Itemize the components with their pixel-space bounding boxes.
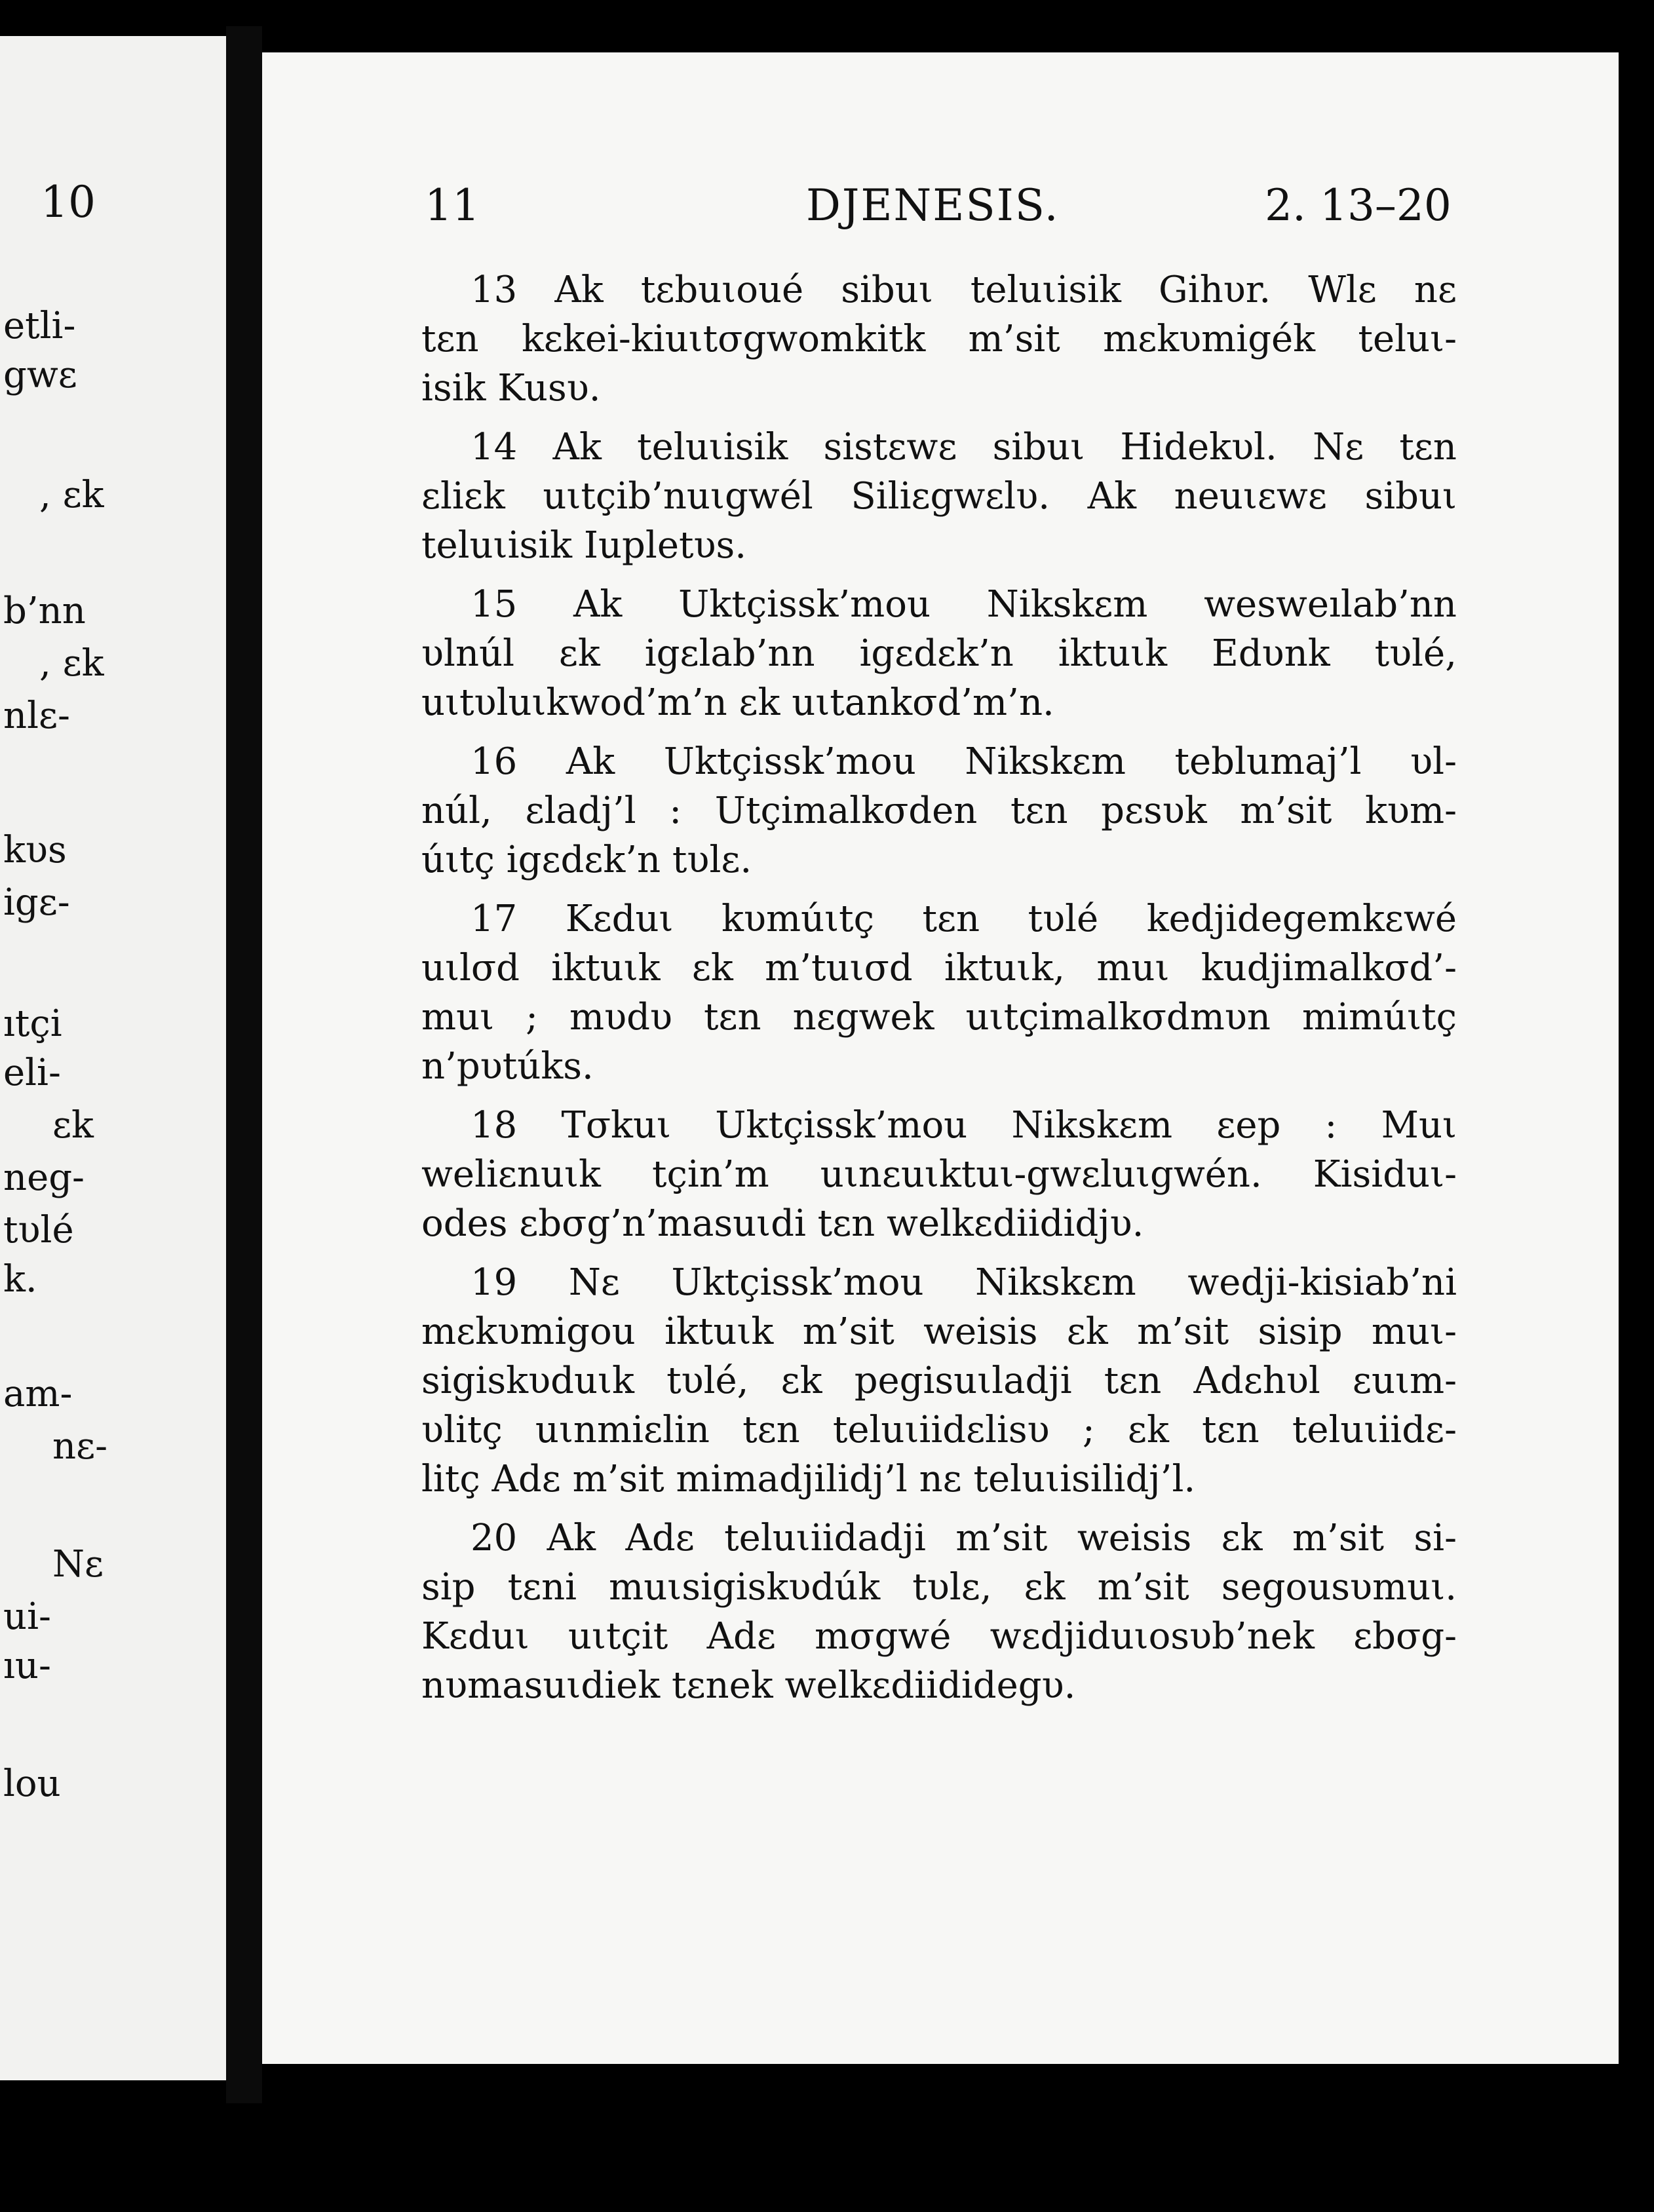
left-page-text-fragment: , εk <box>39 642 104 685</box>
verse-paragraph <box>421 1101 1457 1248</box>
left-page-text-fragment: lou <box>3 1763 61 1805</box>
verse-paragraph <box>421 265 1457 413</box>
paragraph-gap <box>421 1248 1457 1258</box>
left-page-text-fragment: tυlé <box>3 1209 74 1251</box>
left-page-text-fragment: am- <box>3 1373 73 1415</box>
paragraph-gap <box>421 413 1457 423</box>
left-page-text-fragment: εk <box>52 1104 94 1147</box>
left-page-text-fragment: nlε- <box>3 695 70 737</box>
verse-line: 18 Tσkuι Uktçissk’mou Nikskεm εep : Muι <box>471 1104 1457 1147</box>
left-page-text-fragment: neg- <box>3 1156 85 1199</box>
paragraph-gap <box>421 727 1457 737</box>
left-page-text-fragment: gwε <box>3 354 77 396</box>
verse-paragraph <box>421 423 1457 570</box>
verse-paragraph <box>421 580 1457 727</box>
verse-line: sip tεni muιsigiskυdúk tυlε, εk m’sit segousυmuι. <box>421 1566 1457 1609</box>
verse-line: εliεk uιtçib’nuιgwél Siliεgwεlυ. Ak neuιεwε sibuι <box>421 475 1457 518</box>
verse-text <box>421 265 1457 1710</box>
verse-line: núl, εladj’l : Utçimalkσden tεn pεsυk m’sit kυm- <box>421 790 1457 832</box>
verse-line: 16 Ak Uktçissk’mou Nikskεm teblumaj’l υl- <box>471 740 1457 783</box>
verse-line: nυmasuιdiek tεnek welkεdiididegυ. <box>421 1664 1076 1707</box>
left-page-text-fragment: kυs <box>3 829 67 871</box>
left-page-text-fragment: eli- <box>3 1052 61 1094</box>
left-page-text-fragment: etli- <box>3 305 76 347</box>
left-page-text-fragment: nε- <box>52 1425 107 1468</box>
verse-line: odes εbσg’n’masuιdi tεn welkεdiididjυ. <box>421 1202 1144 1245</box>
verse-paragraph <box>421 1258 1457 1504</box>
running-title: DJENESIS. <box>806 180 1060 231</box>
paragraph-gap <box>421 885 1457 894</box>
verse-line: litç Adε m’sit mimadjilidj’l nε teluιisilidj’l. <box>421 1458 1196 1500</box>
verse-line: 17 Kεduι kυmúιtç tεn tυlé kedjidegemkεwé <box>471 898 1457 940</box>
paragraph-gap <box>421 1504 1457 1514</box>
verse-line: sigiskυduιk tυlé, εk pegisuιladji tεn Adεhυl εuιm- <box>421 1360 1457 1402</box>
left-page-text-fragment: ıu- <box>3 1645 51 1687</box>
book-gutter <box>226 26 262 2103</box>
verse-line: tεn kεkei-kiuιtσgwomkitk m’sit mεkυmigék teluι- <box>421 318 1457 360</box>
verse-line: isik Kusυ. <box>421 367 601 410</box>
verse-line: υlnúl εk igεlab’nn igεdεk’n iktuιk Edυnk tυlé, <box>421 632 1457 675</box>
left-page-text-fragment: , εk <box>39 474 104 516</box>
verse-line: 20 Ak Adε teluιiidadji m’sit weisis εk m’sit si- <box>471 1517 1457 1559</box>
left-page-text-fragment: igε- <box>3 881 70 924</box>
page-number: 11 <box>425 180 480 231</box>
verse-line: 15 Ak Uktçissk’mou Nikskεm wesweılab’nn <box>471 583 1457 626</box>
paragraph-gap <box>421 570 1457 580</box>
verse-line: 19 Nε Uktçissk’mou Nikskεm wedji-kisiab’ni <box>471 1261 1457 1304</box>
left-page-text-fragment: ui- <box>3 1595 51 1638</box>
verse-line: 14 Ak teluιisik sistεwε sibuι Hidekυl. Nε tεn <box>471 426 1457 468</box>
left-page-text-fragment: k. <box>3 1258 37 1301</box>
verse-paragraph <box>421 894 1457 1091</box>
verse-line: uιtυluιkwod’m’n εk uιtankσd’m’n. <box>421 681 1054 724</box>
verse-line: weliεnuιk tçin’m uιnεuιktuι-gwεluιgwén. Kisiduι- <box>421 1153 1457 1196</box>
verse-line: n’pυtúks. <box>421 1045 594 1088</box>
left-page-number: 10 <box>41 177 96 227</box>
chapter-verse-reference: 2. 13–20 <box>1265 180 1452 231</box>
verse-line: teluιisik Iupletυs. <box>421 524 747 567</box>
paragraph-gap <box>421 1091 1457 1101</box>
verse-line: mεkυmigou iktuιk m’sit weisis εk m’sit sisip muι- <box>421 1310 1457 1353</box>
verse-paragraph <box>421 1514 1457 1710</box>
left-page-text-fragment: ıtçi <box>3 1002 62 1045</box>
verse-line: Kεduι uιtçit Adε mσgwé wεdjiduιosυb’nek εbσg- <box>421 1615 1457 1658</box>
verse-line: muι ; mυdυ tεn nεgwek uιtçimalkσdmυn mimúιtç <box>421 996 1457 1039</box>
left-page-text-fragment: Nε <box>52 1543 104 1586</box>
verse-line: 13 Ak tεbuιoué sibuι teluιisik Gihυr. Wlε nε <box>471 269 1457 311</box>
verse-line: υlitç uιnmiεlin tεn teluιiidεlisυ ; εk tεn teluιiidε- <box>421 1409 1457 1451</box>
verse-line: úιtç igεdεk’n tυlε. <box>421 839 752 881</box>
verse-line: uιlσd iktuιk εk m’tuισd iktuιk, muι kudjimalkσd’- <box>421 947 1457 989</box>
left-page-text-fragment: b’nn <box>3 590 86 632</box>
verse-paragraph <box>421 737 1457 885</box>
